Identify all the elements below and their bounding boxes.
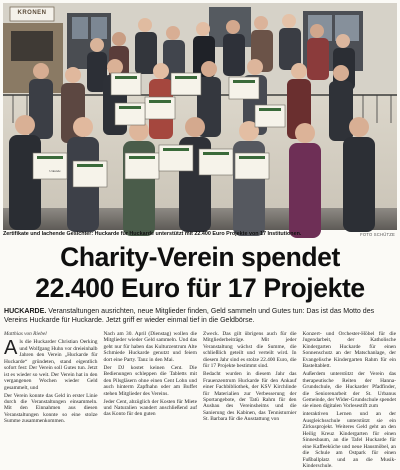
article-paragraph: Zweck. Das gilt übrigens auch für die Mitgliederbeiträge. Mit jeder Veranstaltung wächst die Summe, die schließlich geteilt und verteilt wird. In diesem Jahr sind es stolze 22.400 Euro, die für 17 Projekte bestimmt sind. — [203, 331, 297, 370]
article-text: ls die Huckarder Christian Oerking und Wolfgang Huhn vor dreieinhalb Jahren den Verein „Huckarde für Huckarde“ gründeten, stand eigentlich sofort fest: Der Verein soll Gutes tun. Jetzt ist es wieder so weit. Der Verein hat in den vergangenen Wochen wieder Geld gesammelt, und — [4, 339, 98, 391]
group-photo — [3, 3, 397, 230]
article-column-4 — [302, 331, 397, 470]
subheadline — [4, 307, 396, 325]
article-paragraph: Nach am 30. April (Dienstag) wollen die Mitglieder wieder Geld sammeln. Und das geht nur für haben das Kulturzentrum Alte Schmiede Huckarde genutzt und feiern dort eine Party. Tanz in den Mai. — [103, 331, 197, 363]
article-paragraph: Außerdem unterstützt der Verein das therapeutische Reiten der Hanna-Grundschule, die Huckarder Pfadfinder, die Seniorenarbeit der St. Urbanus Gemeinde, der Wider-Grundschule spendet sie einen digitalen Vorlesestift zum — [302, 371, 396, 410]
caption-row — [3, 231, 397, 241]
article-body — [4, 331, 396, 470]
byline: Matthias von Riebel — [4, 331, 47, 337]
article-paragraph: Der Verein konnte das Geld in erster Linie durch die Veranstaltungen einsammeln. Mit den Einnahmen aus diesen Veranstaltungen konnte so eine stolze Summe zusammenkommen. — [4, 392, 98, 425]
article-paragraph: Der DJ kostet keinen Cent. Die Bedienungen schleppen die Tabletts mit den Pilsgläsern ohne einen Cent Lohn und auch hinterm Zapfhahn oder am Buffet stehen Mitglieder des Vereins. — [103, 364, 197, 397]
photo-caption: Zertifikate und lachende Gesichter: Huckarde für Huckarde unterstützt mit 22.400 Euro Projekte von 17 Institutionen. — [3, 231, 302, 237]
dateline: HUCKARDE. — [4, 308, 47, 315]
kronen-sign: KRONEN — [17, 10, 47, 16]
drop-cap: A — [4, 337, 18, 360]
headline-line-2: 22.400 Euro für 17 Projekte — [35, 272, 365, 303]
article-column-3 — [203, 331, 297, 465]
headline — [0, 244, 400, 301]
headline-line-1: Charity-Verein spendet — [60, 242, 340, 272]
certificate-label: Urkunde — [49, 169, 61, 173]
group-photo-illustration — [3, 3, 397, 230]
article-paragraph: Jeder Cent, abzüglich der Kosten für Miete und Naturalien wandert anschließend auf das Konto für den guten — [103, 398, 197, 418]
article-column-2 — [104, 331, 198, 465]
article-paragraph: interaktiven Lernen und an der Ausgleichsschule unterstützt sie ein Zirkusprojekt. Weiteres Geld geht an den Heilig Kreuz Kindergarten für einen Sinnesbaum, an die Tafel Huckarde für eine Kaffeeküche und neue Hausmöbel, an die Schule am Ostpark für einen Fußballplatz und an die Musik-Kinderschule. — [302, 411, 396, 470]
article-paragraph — [4, 339, 98, 391]
article-paragraph: Bedacht wurden in diesem Jahr das Frauenzentrum Huckarde für den Ankauf einer Fachbibliothek, der KSV Kirchlinde für Materialien zur Verbesserung der Sportangebote, der Tatü Rahm für den Ausbau des Vereinsheims und die Sanierung des Kabinen, das Tennisturnier St. Barbara für die Ausstattung von — [203, 371, 297, 423]
subheadline-text: Veranstaltungen ausrichten, neue Mitglieder finden, Geld sammeln und Gutes tun: Das ist das Motto des Vereins Huckarde für Huckarde. Jetzt griff er wieder einmal tief in die Geldbörse. — [4, 308, 375, 325]
article-paragraph: Konzert- und Orchester-Höbel für die Jugendarbeit, der Katholische Kindergarten Huckarde für einen Sonnenschutz an der Matschanlage, der Evangelische Kindergarten Rahm für ein Basteltablett. — [302, 331, 396, 370]
article-column-1 — [4, 331, 98, 465]
photo-credit: FOTO SCHÜTZE — [360, 232, 395, 237]
